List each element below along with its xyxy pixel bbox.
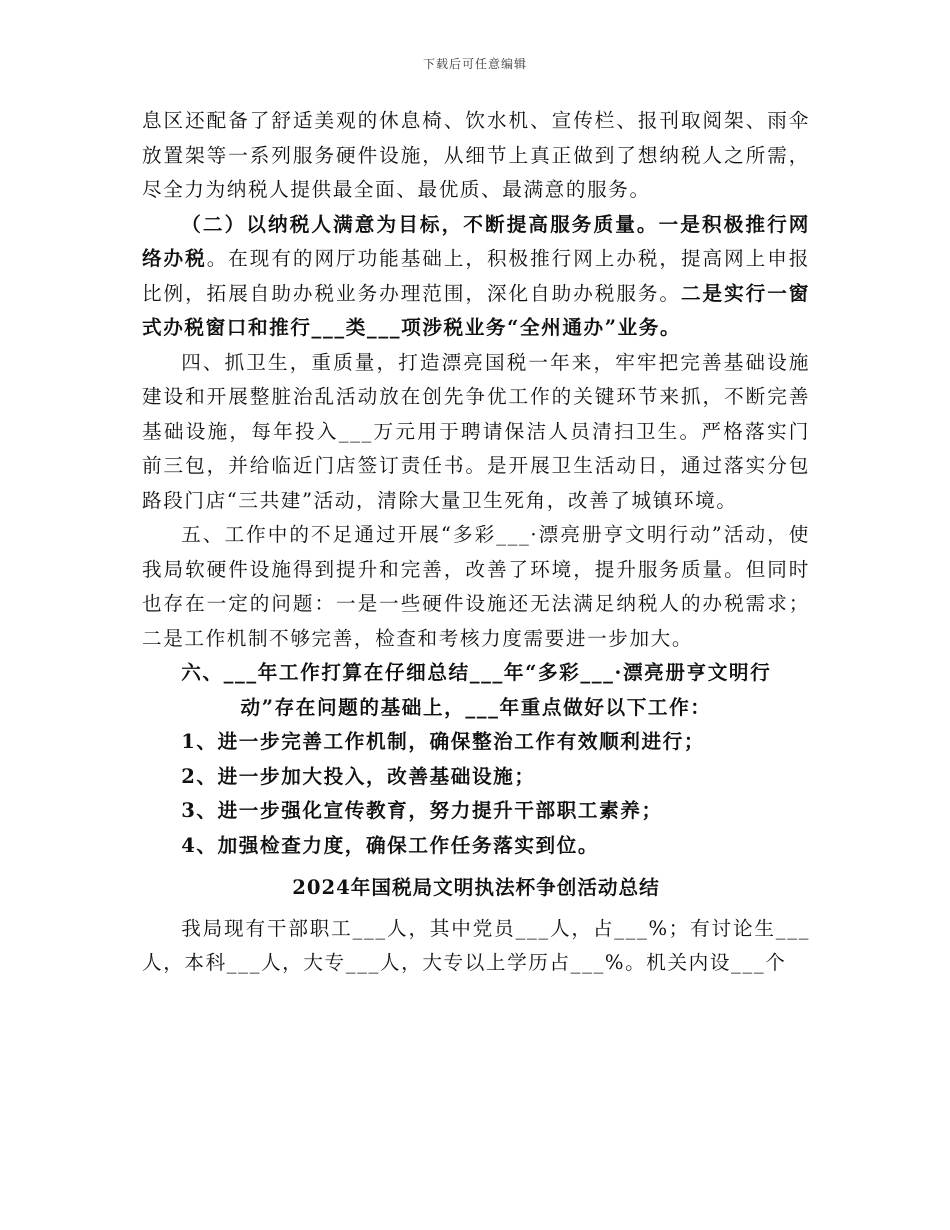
list-item: 1、进一步完善工作机制，确保整治工作有效顺利进行； bbox=[181, 730, 706, 753]
paragraph-6: 我局现有干部职工___人，其中党员___人，占___%；有讨论生___人，本科___人，大专___人，大专以上学历占___%。机关内设___个 bbox=[142, 916, 810, 974]
paragraph-2-bold-tail: 二是实行一窗式办税窗口和推行___类___项涉税业务“全州通办”业务。 bbox=[142, 281, 810, 339]
list-item: 2、进一步加大投入，改善基础设施； bbox=[181, 764, 536, 788]
document-body bbox=[142, 104, 810, 981]
list-item: 4、加强检查力度，确保工作任务落实到位。 bbox=[181, 833, 600, 857]
section-6-heading-line-1: 六、___年工作打算在仔细总结___年“多彩___·漂亮册亨文明行 bbox=[181, 661, 772, 684]
document-title: 2024年国税局文明执法杯争创活动总结 bbox=[292, 876, 660, 899]
section-6-heading-line-2: 动”存在问题的基础上，___年重点做好以下工作： bbox=[240, 695, 712, 719]
paragraph-3: 四、抓卫生，重质量，打造漂亮国税一年来，牢牢把完善基础设施建设和开展整脏治乱活动放在创先争优工作的关键环节来抓，不断完善基础设施，每年投入___万元用于聘请保洁人员清扫卫生。严格落实门前三包，并给临近门店签订责任书。是开展卫生活动日，通过落实分包路段门店“三共建”活动，清除大量卫生死角，改善了城镇环境。 bbox=[142, 350, 810, 512]
paragraph-2 bbox=[142, 208, 810, 346]
paragraph-2-bold-lead: （二）以纳税人满意为目标，不断提高服务质量。一是积极推行网络办税 bbox=[142, 212, 810, 270]
paragraph-1: 息区还配备了舒适美观的休息椅、饮水机、宣传栏、报刊取阅架、雨伞放置架等一系列服务硬件设施，从细节上真正做到了想纳税人之所需，尽全力为纳税人提供最全面、最优质、最满意的服务。 bbox=[142, 109, 810, 201]
page-header: 下载后可任意编辑 bbox=[422, 57, 527, 71]
paragraph-2-body: 。在现有的网厅功能基础上，积极推行网上办税，提高网上申报比例，拓展自助办税业务办理范围，深化自助办税服务。 bbox=[142, 247, 810, 305]
list-item: 3、进一步强化宣传教育，努力提升干部职工素养； bbox=[181, 799, 663, 822]
paragraph-4: 五、工作中的不足通过开展“多彩___·漂亮册亨文明行动”活动，使我局软硬件设施得到提升和完善，改善了环境，提升服务质量。但同时也存在一定的问题：一是一些硬件设施还无法满足纳税人的办税需求；二是工作机制不够完善，检查和考核力度需要进一步加大。 bbox=[142, 523, 810, 650]
